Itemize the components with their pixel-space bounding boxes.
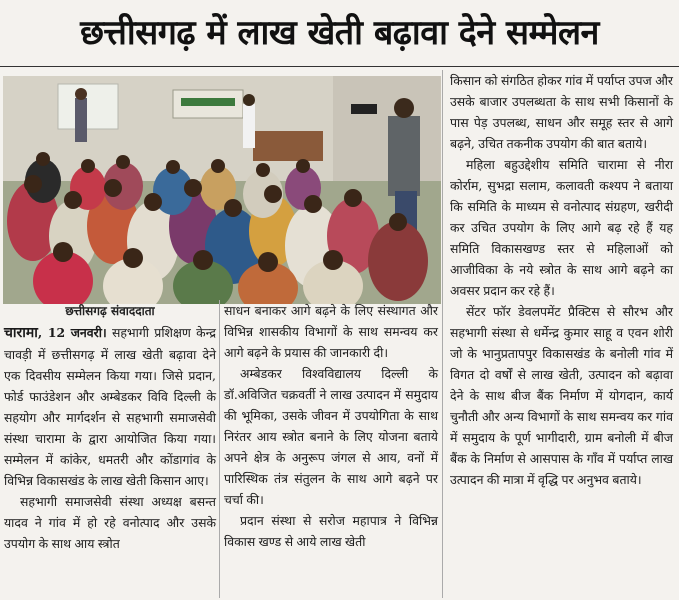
column-1: [4, 322, 216, 554]
headline: छत्तीसगढ़ में लाख खेती बढ़ावा देने सम्मेलन: [80, 13, 599, 53]
news-photo: [3, 76, 441, 304]
lead-paragraph: [4, 322, 216, 491]
dateline-place: चारामा: [4, 325, 38, 341]
col1-paragraph-2: सहभागी समाजसेवी संस्था अध्यक्ष बसन्त यादव ने गांव में हो रहे वनोत्पाद और उसके उपयोग के साथ आय स्त्रोत: [4, 494, 216, 551]
column-divider-1: [219, 300, 220, 598]
byline: छत्तीसगढ़ संवाददाता: [65, 304, 155, 318]
col3-paragraph-3: सेंटर फॉर डेवलपमेंट प्रैक्टिस से सौरभ और सहभागी संस्था से धर्मेन्द्र कुमार साहू व एवन शोरी जो के भानुप्रतापपुर विकासखंड के बनोली गांव में विगत दो वर्षों से लाख खेती, उत्पादन को बढ़ावा देने के साथ बीज बैंक निर्माण में योगदान, कार्य चुनौती और अन्य विभागों के साथ समन्वय कर गांव में समुदाय के पूर्ण भागीदारी, ग्राम बनोली में बीज बैंक के निर्माण से आसपास के गाँव में पर्याप्त लाख उत्पादन की मात्रा में वृद्धि पर अनुभव बताये।: [450, 304, 673, 487]
col2-paragraph-2: अम्बेडकर विश्वविद्यालय दिल्ली के डॉ.अविजित चक्रवर्ती ने लाख उत्पादन में समुदाय की भूमिका, उसके जीवन में उपयोगिता के साथ निरंतर आय स्त्रोत बनाने के लिए योजना बताये अपने क्षेत्र के अनुरूप जंगल से आय, वनों में पारिस्थिक तंत्र संतुलन के साथ आगे बढ़ने पर चर्चा की।: [224, 366, 438, 507]
headline-rule: [0, 66, 679, 67]
col2-paragraph-1: साधन बनाकर आगे बढ़ने के लिए संस्थागत और विभिन्न शासकीय विभागों के साथ समन्वय कर आगे बढ़ने के प्रयास की जानकारी दी।: [224, 303, 438, 360]
dateline: [4, 325, 107, 340]
col3-paragraph-2: महिला बहुउद्देशीय समिति चारामा से नीरा कोर्राम, सुभद्रा सलाम, कलावती कश्यप ने बताया कि समिति के माध्यम से वनोत्पाद संग्रहण, खरीदी कर उचित उपयोग के लिए आगे बढ़ रहे हैं यह समिति विकासखण्ड स्तर से महिलाओं को आजीविका के नये स्त्रोत के साथ आगे बढ़ने का अवसर प्रदान कर रहे हैं।: [450, 157, 673, 298]
dateline-date: , 12 जनवरी।: [37, 325, 107, 340]
column-divider-2: [442, 70, 443, 598]
col1-paragraph-1: सहभागी प्रशिक्षण केन्द्र चावड़ी में छत्तीसगढ़ में लाख खेती बढ़ावा देने एक दिवसीय सम्मेलन किया गया। जिसे प्रदान, फोर्ड फाउंडेशन और अम्बेडकर विवि दिल्ली के सहयोग और मार्गदर्शन से सहभागी समाजसेवी संस्था चारामा के द्वारा आयोजित किया गया। सम्मेलन में कांकेर, धमतरी और कोंडागांव के विभिन्न विकासखंड के लाख खेती किसान आए।: [4, 325, 216, 488]
conference-photo: [3, 76, 441, 304]
column-2: [224, 300, 438, 552]
column-3: [450, 70, 673, 490]
col2-paragraph-3: प्रदान संस्था से सरोज महापात्र ने विभिन्न विकास खण्ड से आये लाख खेती: [224, 513, 438, 549]
col3-paragraph-1: किसान को संगठित होकर गांव में पर्याप्त उपज और उसके बाजार उपलब्धता के साथ सभी किसानों के पास पेड़ उपलब्ध, साधन और समूह स्तर से आगे बढ़ने, उचित तकनीक उपयोग की बात बताये।: [450, 73, 673, 151]
